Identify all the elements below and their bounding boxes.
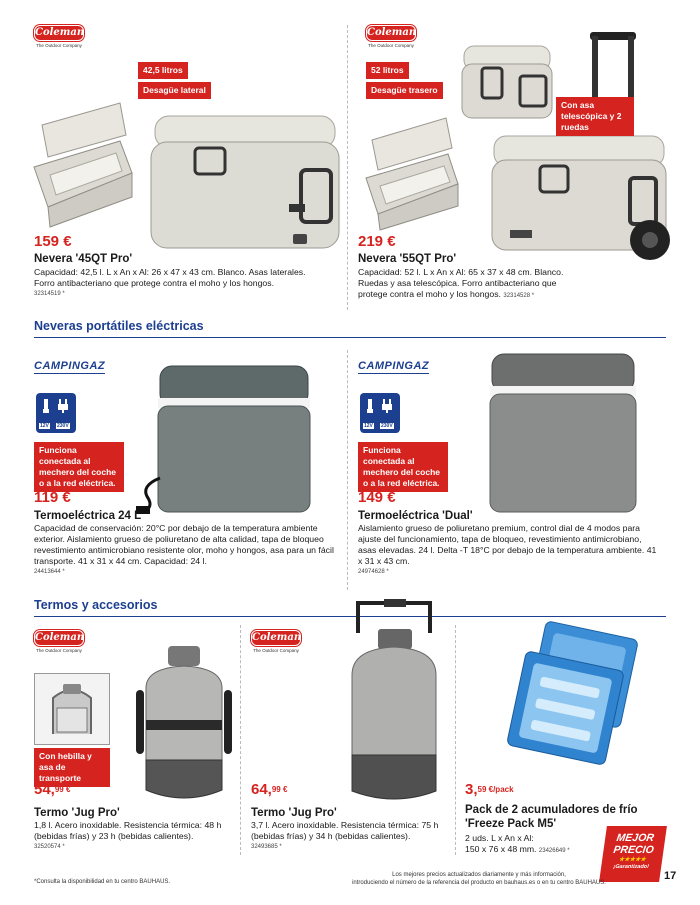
- campingaz-logo: CAMPINGAZ: [358, 360, 430, 372]
- desc-nevera55: Capacidad: 52 l. L x An x Al: 65 x 37 x 48 cm. Blanco. Ruedas y asa telescópica. Forro antibacteriano que protege contra el moho y los hongos. 32314528 *: [358, 267, 564, 299]
- price-nevera55: 219 €: [358, 233, 396, 250]
- column-divider: [347, 350, 348, 590]
- price-nevera45: 159 €: [34, 233, 72, 250]
- price-freeze: 3,$^{59 €/pack}$: [465, 781, 514, 798]
- drain-tag: Desagüe lateral: [138, 82, 211, 99]
- jug-pro-3-7l-image: [344, 595, 444, 810]
- section-divider: [34, 337, 666, 338]
- title-freeze-1: Pack de 2 acumuladores de frío: [465, 804, 638, 816]
- price-termo24: 119 €: [34, 489, 71, 506]
- power-source-icon: 12V 230V: [360, 393, 400, 433]
- column-divider: [240, 625, 241, 855]
- freeze-pack-image: [505, 620, 645, 770]
- drain-tag: Desagüe trasero: [366, 82, 443, 99]
- power-note-tag: Funciona conectada al mechero del coche o a la red eléctrica.: [34, 442, 124, 492]
- column-divider: [455, 625, 456, 855]
- title-jug1: Termo 'Jug Pro': [34, 807, 120, 819]
- price-termo-dual: 149 €: [358, 489, 396, 506]
- section-title-termos: Termos y accesorios: [34, 598, 158, 612]
- capacity-tag: 42,5 litros: [138, 62, 188, 79]
- title-nevera45: Nevera '45QT Pro': [34, 253, 133, 265]
- title-jug3: Termo 'Jug Pro': [251, 807, 337, 819]
- termoelectrica-dual-image: [488, 350, 638, 520]
- buckle-tag: Con hebilla y asa de transporte: [34, 748, 110, 787]
- price-jug3: 64,$^{99 €}$: [251, 781, 288, 798]
- open-cooler-image: [362, 112, 472, 232]
- title-termo24: Termoeléctrica 24 L: [34, 510, 142, 522]
- column-divider: [347, 25, 348, 310]
- footer-availability-note: *Consulta la disponibilidad en tu centro BAUHAUS.: [34, 879, 171, 885]
- jug-pro-1-8l-image: [132, 640, 232, 810]
- title-termo-dual: Termoeléctrica 'Dual': [358, 510, 473, 522]
- page-number: 17: [664, 870, 677, 882]
- cooler-55qt-image: [490, 24, 670, 264]
- open-cooler-image: [28, 95, 138, 230]
- power-source-icon: 12V 230V: [36, 393, 76, 433]
- telescopic-tag: Con asa telescópica y 2 ruedas: [556, 97, 634, 136]
- desc-freeze: 2 uds. L x An x Al: 150 x 76 x 48 mm. 23426649 *: [465, 833, 570, 854]
- termoelectrica-24l-image: [130, 358, 320, 518]
- title-nevera55: Nevera '55QT Pro': [358, 253, 457, 265]
- coleman-logo: Coleman The Outdoor Company: [35, 27, 85, 48]
- cooler-45qt-image: [145, 108, 345, 258]
- coleman-logo: Coleman The Outdoor Company: [252, 632, 302, 653]
- capacity-tag: 52 litros: [366, 62, 409, 79]
- section-title-electric: Neveras portátiles eléctricas: [34, 319, 204, 333]
- desc-termo-dual: Aislamiento grueso de poliuretano premium, control dial de 4 modos para ajuste del funcionamiento, tapa de bloqueo, revestimiento antimicrobiano, asas elevadas. 24 l. Delta -T 18°C por debajo de la temperatura ambiente. 41 x 31 x 43 cm. 24974628 *: [358, 523, 657, 575]
- desc-nevera45: Capacidad: 42,5 l. L x An x Al: 26 x 47 x 43 cm. Blanco. Asas laterales. Forro antibacteriano que protege contra el moho y los hongos. 32314519 *: [34, 267, 306, 297]
- campingaz-logo: CAMPINGAZ: [34, 360, 106, 372]
- desc-jug1: 1,8 l. Acero inoxidable. Resistencia térmica: 48 h (bebidas frías) y 23 h (bebidas calientes). 32520574 *: [34, 820, 222, 850]
- footer-info-note: Los mejores precios actualizados diariamente y más información, introduciendo el número de la referencia del producto en bauhaus.es o en tu centro BAUHAUS.: [352, 872, 606, 886]
- desc-jug3: 3,7 l. Acero inoxidable. Resistencia térmica: 75 h (bebidas frías) y 34 h (bebidas calientes). 32493685 *: [251, 820, 439, 850]
- desc-termo24: Capacidad de conservación: 20°C por debajo de la temperatura ambiente exterior. Aislamiento grueso de poliuretano de alta calidad, tapa de bloqueo revestimiento antimicrobiano resistente olor, moho y hongos, asa para un fácil transporte. 41 x 31 x 44 cm. Capacidad: 24 l. 24413644 *: [34, 523, 334, 575]
- title-freeze-2: 'Freeze Pack M5': [465, 818, 557, 830]
- power-note-tag: Funciona conectada al mechero del coche o a la red eléctrica.: [358, 442, 448, 492]
- price-jug1: 54,$^{99 €}$: [34, 781, 71, 798]
- mejor-precio-badge: MEJOR PRECIO ★★★★★ ¡Garantizado!: [599, 826, 667, 882]
- coleman-logo: Coleman The Outdoor Company: [367, 27, 417, 48]
- coleman-logo: Coleman The Outdoor Company: [35, 632, 85, 653]
- buckle-detail-image: [34, 673, 110, 745]
